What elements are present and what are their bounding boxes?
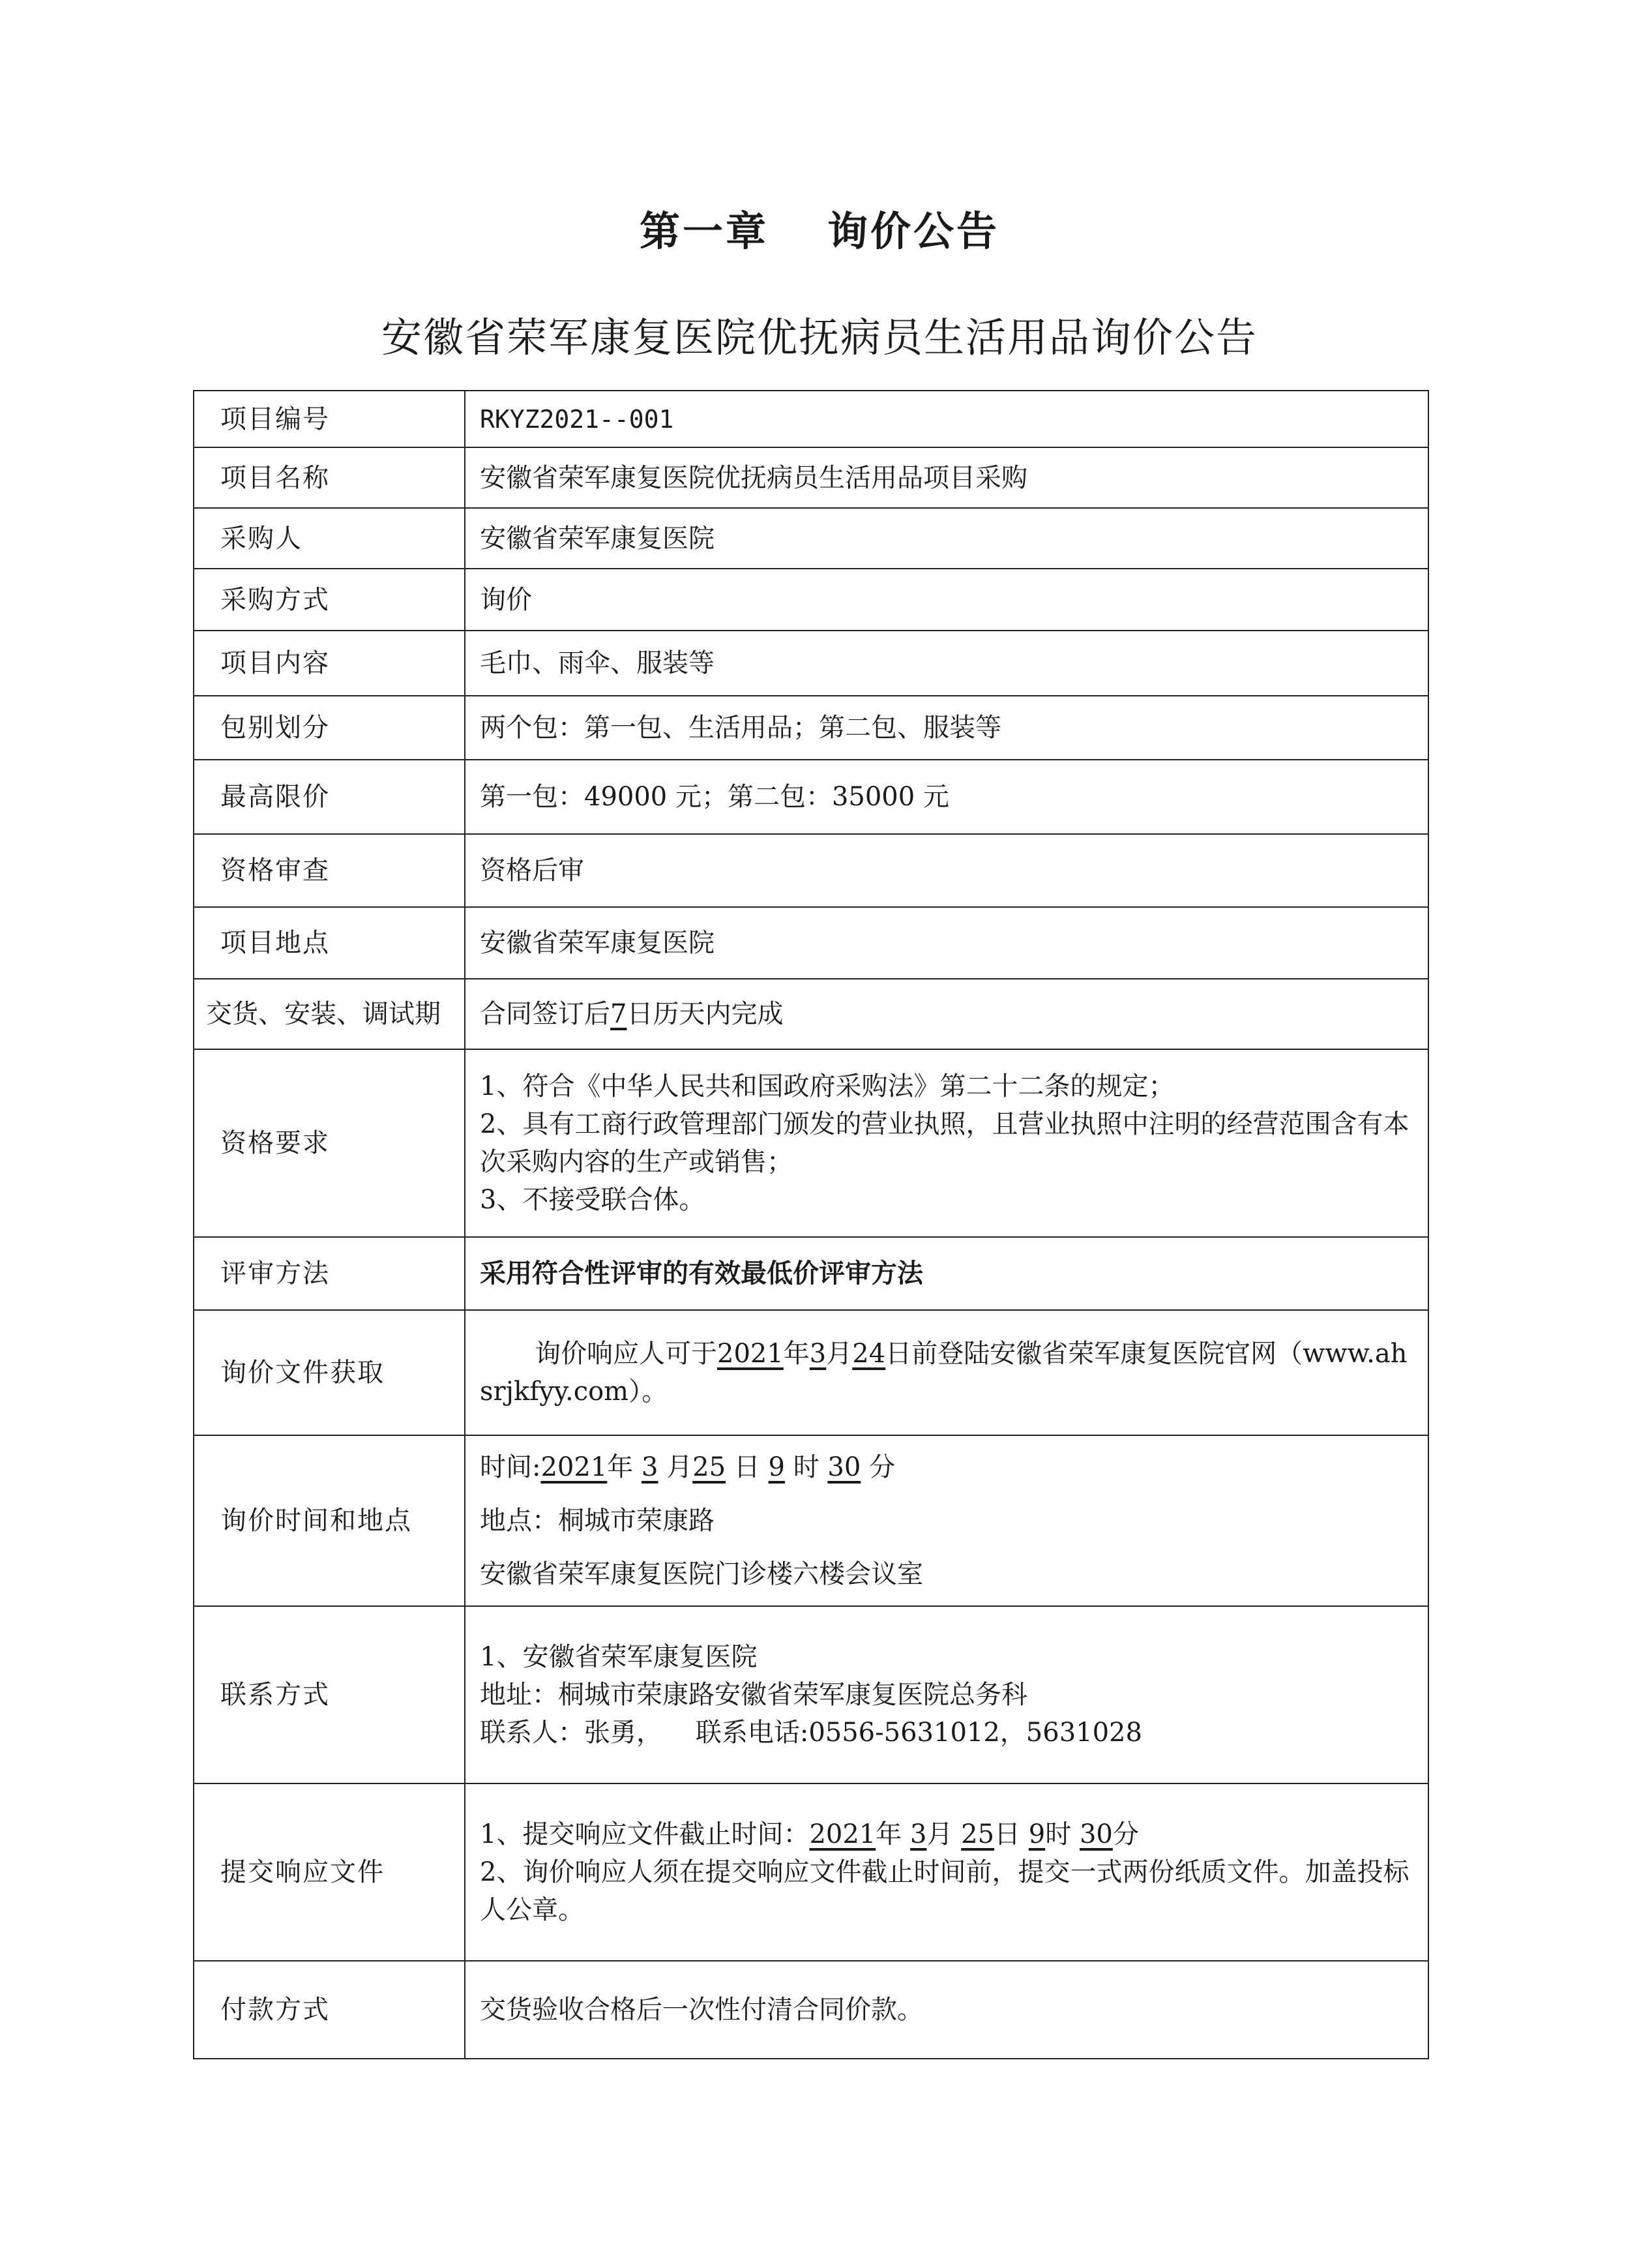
table-row (194, 834, 1428, 907)
row-label: 项目内容 (194, 631, 465, 696)
contact-org: 1、安徽省荣军康复医院 (480, 1642, 758, 1672)
acq-month-unit: 月 (826, 1339, 853, 1369)
table-row (194, 1049, 1428, 1237)
deadline-day: 25 (961, 1819, 995, 1849)
row-label: 采购方式 (194, 569, 465, 631)
table-row (194, 1783, 1428, 1961)
row-label: 资格审查 (194, 834, 465, 907)
table-row (194, 907, 1428, 979)
row-label: 提交响应文件 (194, 1783, 465, 1961)
project-content-value: 毛巾、雨伞、服装等 (465, 631, 1428, 696)
table-row (194, 760, 1428, 834)
payment-method-value: 交货验收合格后一次性付清合同价款。 (465, 1961, 1428, 2059)
requirement-line: 1、符合《中华人民共和国政府采购法》第二十二条的规定； (480, 1071, 1175, 1101)
row-label: 询价文件获取 (194, 1310, 465, 1435)
acq-year: 2021 (717, 1339, 784, 1369)
acq-pre: 询价响应人可于 (535, 1339, 717, 1369)
procurement-method-value: 询价 (465, 569, 1428, 631)
time-day-unit: 日 (733, 1452, 760, 1482)
row-label: 最高限价 (194, 760, 465, 834)
row-label: 包别划分 (194, 696, 465, 760)
deadline-year-unit: 年 (876, 1819, 902, 1849)
delivery-period-value (465, 979, 1428, 1049)
contact-person: 联系人：张勇， (480, 1718, 662, 1748)
table-row (194, 1606, 1428, 1783)
document-acquisition-value (465, 1310, 1428, 1435)
contact-info (465, 1606, 1428, 1783)
table-row (194, 508, 1428, 569)
row-label: 项目名称 (194, 447, 465, 508)
row-label: 项目地点 (194, 907, 465, 979)
table-row (194, 1435, 1428, 1606)
delivery-days: 7 (610, 999, 627, 1029)
time-minute-unit: 分 (869, 1452, 896, 1482)
deadline-pre: 1、提交响应文件截止时间： (480, 1819, 810, 1849)
inquiry-time-place (465, 1435, 1428, 1606)
package-division-value: 两个包：第一包、生活用品；第二包、服装等 (465, 696, 1428, 760)
table-row (194, 979, 1428, 1049)
table-row (194, 1310, 1428, 1435)
contact-address: 地址：桐城市荣康路安徽省荣军康复医院总务科 (480, 1680, 1027, 1710)
acq-post: 日前登陆安徽省荣军康复医院官网（www.ahsrjkfyy.com）。 (480, 1339, 1408, 1407)
acq-month: 3 (809, 1339, 827, 1369)
deadline-minute: 30 (1079, 1819, 1113, 1849)
submission-deadline-line (480, 1815, 1415, 1853)
time-month: 3 (642, 1452, 658, 1482)
submission-info (465, 1783, 1428, 1961)
table-row (194, 1961, 1428, 2059)
time-hour: 9 (768, 1452, 785, 1482)
inquiry-place-line: 地点：桐城市荣康路 (480, 1506, 715, 1536)
table-row (194, 696, 1428, 760)
deadline-day-unit: 日 (994, 1819, 1021, 1849)
deadline-hour: 9 (1028, 1819, 1046, 1849)
time-hour-unit: 时 (793, 1452, 820, 1482)
row-label: 资格要求 (194, 1049, 465, 1237)
deadline-month: 3 (909, 1819, 927, 1849)
table-row (194, 1237, 1428, 1310)
row-label: 询价时间和地点 (194, 1435, 465, 1606)
project-number-value: RKYZ2021--001 (465, 391, 1428, 447)
contact-phone: 联系电话:0556-5631012，5631028 (695, 1718, 1142, 1748)
time-label: 时间: (480, 1452, 541, 1482)
deadline-month-unit: 月 (926, 1819, 953, 1849)
acq-year-unit: 年 (783, 1339, 810, 1369)
inquiry-time-line (480, 1440, 1415, 1494)
project-location-value: 安徽省荣军康复医院 (465, 907, 1428, 979)
row-label: 项目编号 (194, 391, 465, 447)
evaluation-method-value: 采用符合性评审的有效最低价评审方法 (465, 1237, 1428, 1310)
table-row (194, 391, 1428, 447)
time-year: 2021 (540, 1452, 608, 1482)
time-minute: 30 (827, 1452, 861, 1482)
delivery-pre: 合同签订后 (480, 999, 610, 1029)
table-row (194, 569, 1428, 631)
row-label: 交货、安装、调试期 (194, 979, 465, 1049)
project-info-table (193, 390, 1429, 2059)
chapter-heading (0, 199, 1639, 257)
time-month-unit: 月 (666, 1452, 693, 1482)
time-day: 25 (692, 1452, 726, 1482)
row-label: 采购人 (194, 508, 465, 569)
chapter-number: 第一章 (639, 207, 769, 255)
table-row (194, 631, 1428, 696)
acq-day: 24 (852, 1339, 886, 1369)
requirement-line: 2、具有工商行政管理部门颁发的营业执照，且营业执照中注明的经营范围含有本次采购内容的生产或销售； (480, 1109, 1410, 1177)
row-label: 付款方式 (194, 1961, 465, 2059)
max-price-value: 第一包：49000 元；第二包：35000 元 (465, 760, 1428, 834)
time-year-unit: 年 (607, 1452, 634, 1482)
table-row (194, 447, 1428, 508)
inquiry-room-line: 安徽省荣军康复医院门诊楼六楼会议室 (480, 1559, 923, 1589)
contact-person-phone (480, 1714, 1415, 1752)
qualification-review-value: 资格后审 (465, 834, 1428, 907)
row-label: 联系方式 (194, 1606, 465, 1783)
delivery-post: 日历天内完成 (627, 999, 784, 1029)
chapter-title: 询价公告 (827, 207, 1000, 255)
requirement-line: 3、不接受联合体。 (480, 1185, 705, 1215)
deadline-minute-unit: 分 (1112, 1819, 1139, 1849)
document-title: 安徽省荣军康复医院优抚病员生活用品询价公告 (381, 314, 1258, 361)
deadline-hour-unit: 时 (1045, 1819, 1072, 1849)
submission-requirement-line: 2、询价响应人须在提交响应文件截止时间前，提交一式两份纸质文件。加盖投标人公章。 (480, 1857, 1410, 1925)
row-label: 评审方法 (194, 1237, 465, 1310)
qualification-requirements (465, 1049, 1428, 1237)
project-name-value: 安徽省荣军康复医院优抚病员生活用品项目采购 (465, 447, 1428, 508)
purchaser-value: 安徽省荣军康复医院 (465, 508, 1428, 569)
deadline-year: 2021 (809, 1819, 876, 1849)
